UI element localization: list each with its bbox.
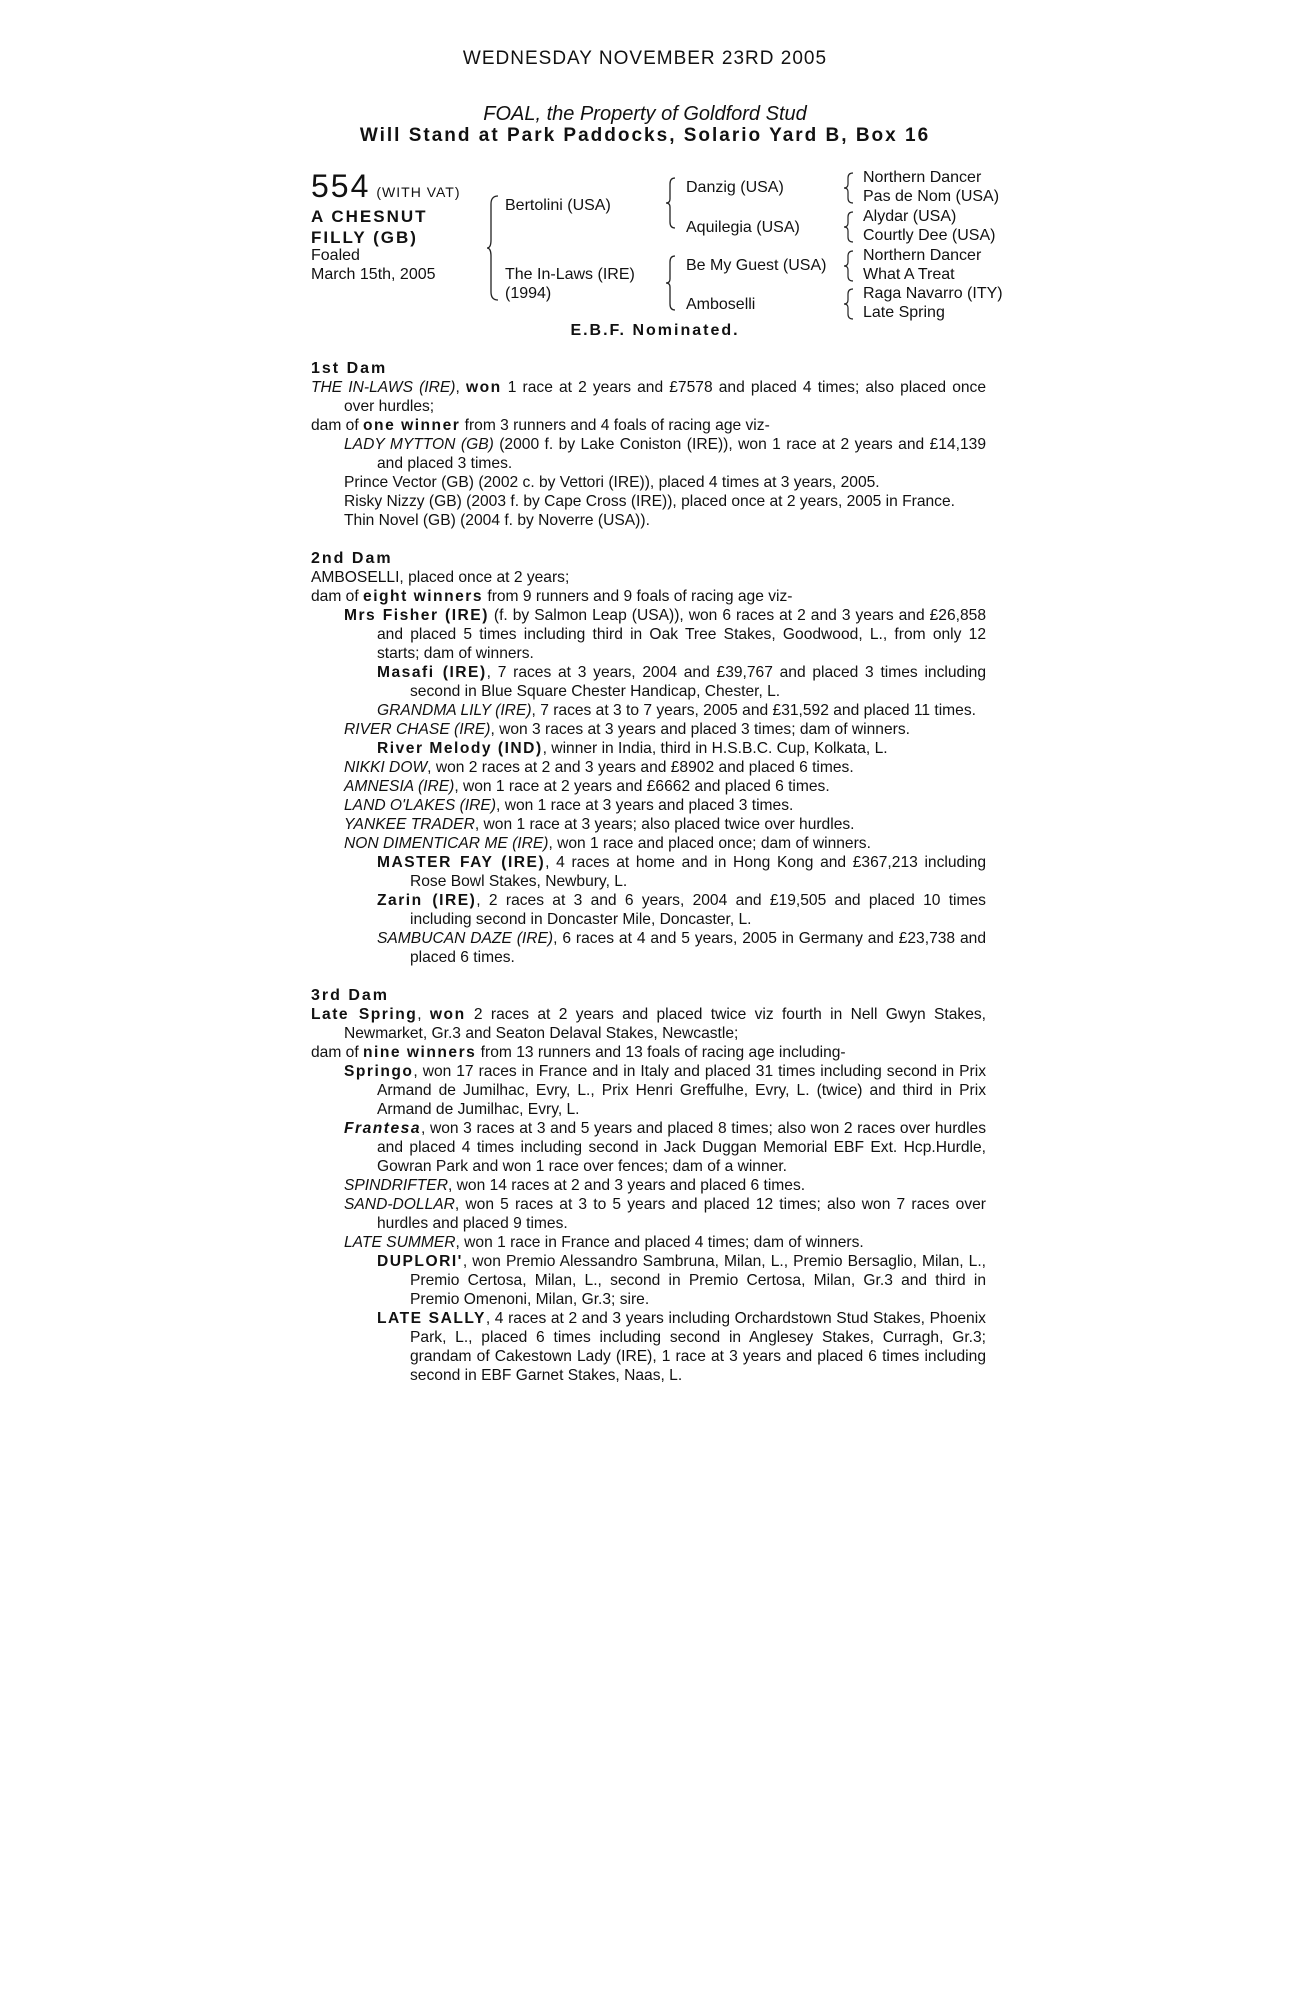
foaled-info — [311, 246, 436, 284]
produce-entry — [311, 663, 986, 701]
first-dam-line: THE IN-LAWS (IRE), won 1 race at 2 years and £7578 and placed 4 times; also placed once over hurdles; — [311, 379, 987, 415]
horse-record: , won 17 races in France and in Italy and placed 31 times including second in Prix Armand de Jumilhac, Evry, L., Prix Henri Greffulhe, Evry, L. (twice) and third in Prix Armand de Jumilhac, Evry, L. — [377, 1063, 986, 1118]
pedigree-brace-main — [486, 194, 500, 302]
lot-number-value: 554 — [311, 168, 371, 204]
pedigree-gg-7: Raga Navarro (ITY) — [863, 285, 1003, 302]
vat-label: (WITH VAT) — [376, 184, 461, 200]
pedigree-brace-gg3 — [843, 249, 855, 283]
pedigree-dam-dam: Amboselli — [686, 296, 756, 313]
horse-record: , won 5 races at 3 to 5 years and placed 12 times; also won 7 races over hurdles and placed 9 times. — [377, 1196, 986, 1232]
horse-record: , 7 races at 3 to 7 years, 2005 and £31,592 and placed 11 times. — [531, 702, 976, 719]
pedigree-dam-name: The In-Laws (IRE) — [505, 266, 635, 283]
produce-entry — [311, 796, 986, 815]
produce-entry — [311, 606, 986, 663]
produce-entry — [311, 1176, 986, 1195]
produce-entry — [311, 777, 986, 796]
horse-record: , 2 races at 3 and 6 years, 2004 and £19,505 and placed 10 times including second in Doncaster Mile, Doncaster, L. — [410, 892, 986, 928]
produce-entry — [311, 1195, 986, 1233]
horse-name: NON DIMENTICAR ME (IRE) — [344, 835, 549, 852]
second-dam-heading: 2nd Dam — [311, 550, 393, 567]
pedigree-gg-2: Pas de Nom (USA) — [863, 188, 1000, 205]
horse-name: LATE SUMMER — [344, 1234, 456, 1251]
pedigree-brace-sire — [665, 176, 677, 230]
horse-name: SAMBUCAN DAZE (IRE) — [377, 930, 554, 947]
horse-name: AMNESIA (IRE) — [344, 778, 455, 795]
produce-entry — [311, 853, 986, 891]
horse-record: , won 3 races at 3 years and placed 3 times; dam of winners. — [490, 721, 910, 738]
first-dam-foal-4: Thin Novel (GB) (2004 f. by Noverre (USA)). — [344, 512, 650, 529]
first-dam-heading: 1st Dam — [311, 360, 388, 377]
horse-name: River Melody (IND) — [377, 740, 543, 757]
horse-name: GRANDMA LILY (IRE) — [377, 702, 532, 719]
produce-entry — [311, 739, 986, 758]
pedigree-brace-gg4 — [843, 287, 855, 321]
first-dam-foal-1: LADY MYTTON (GB) (2000 f. by Lake Coniston (IRE)), won 1 race at 2 years and £14,139 and placed 3 times. — [344, 436, 986, 472]
foal-name: LADY MYTTON (GB) — [344, 436, 494, 453]
pedigree-gg-4: Courtly Dee (USA) — [863, 227, 996, 244]
third-dam-text: 2 races at 2 years and placed twice viz fourth in Nell Gwyn Stakes, Newmarket, Gr.3 and Seaton Delaval Stakes, Newcastle; — [344, 1006, 986, 1042]
produce-entry — [311, 834, 986, 853]
horse-record: , won 1 race and placed once; dam of winners. — [548, 835, 871, 852]
stand-line: Will Stand at Park Paddocks, Solario Yard B, Box 16 — [359, 125, 931, 146]
horse-record: , won 1 race at 2 years and £6662 and placed 6 times. — [454, 778, 830, 795]
pedigree-gg-6: What A Treat — [863, 266, 955, 283]
horse-record: , won 3 races at 3 and 5 years and placed 8 times; also won 2 races over hurdles and placed 4 times including second in Jack Duggan Memorial EBF Ext. Hcp.Hurdle, Gowran Park and won 1 race over fences; dam of a winner. — [377, 1120, 986, 1175]
horse-name: MASTER FAY (IRE) — [377, 854, 546, 871]
second-dam-winners: eight winners — [363, 588, 484, 605]
produce-entry — [311, 815, 986, 834]
horse-name: SAND-DOLLAR — [344, 1196, 455, 1213]
produce-entry — [311, 701, 986, 720]
third-dam-winners: nine winners — [363, 1044, 477, 1061]
third-dam-heading: 3rd Dam — [311, 987, 390, 1004]
horse-record: , 4 races at home and in Hong Kong and £367,213 including Rose Bowl Stakes, Newbury, L. — [410, 854, 986, 890]
third-dam-name: Late Spring — [311, 1006, 418, 1023]
horse-record: , 4 races at 2 and 3 years including Orchardstown Stud Stakes, Phoenix Park, L., placed 6 times including second in Anglesey Stakes, Curragh, Gr.3; grandam of Cakestown Lady (IRE), 1 race at 3 years and placed 6 times including second in EBF Garnet Stakes, Naas, L. — [410, 1310, 986, 1384]
lot-number — [311, 168, 461, 205]
pedigree-sire-dam: Aquilegia (USA) — [686, 219, 800, 236]
second-dam-produce: dam of eight winners from 9 runners and 9 foals of racing age viz- — [311, 588, 793, 605]
first-dam-name: THE IN-LAWS (IRE) — [311, 379, 456, 396]
ebf-nominated: E.B.F. Nominated. — [570, 322, 740, 339]
produce-entry — [311, 1119, 986, 1176]
third-dam-line: Late Spring, won 2 races at 2 years and placed twice viz fourth in Nell Gwyn Stakes, Newmarket, Gr.3 and Seaton Delaval Stakes, Newcastle; — [311, 1006, 986, 1042]
sale-date: WEDNESDAY NOVEMBER 23RD 2005 — [462, 48, 828, 69]
foaled-label: Foaled — [311, 247, 360, 264]
pedigree-dam — [505, 265, 635, 303]
produce-entry — [311, 929, 986, 967]
horse-name: RIVER CHASE (IRE) — [344, 721, 491, 738]
produce-entry — [311, 1062, 986, 1119]
horse-record: , won 1 race at 3 years and placed 3 times. — [496, 797, 794, 814]
horse-name: Springo — [344, 1063, 414, 1080]
horse-record: , 6 races at 4 and 5 years, 2005 in Germany and £23,738 and placed 6 times. — [410, 930, 986, 966]
horse-name: LATE SALLY — [377, 1310, 486, 1327]
horse-name: Frantesa — [344, 1120, 422, 1137]
horse-name: Masafi (IRE) — [377, 664, 487, 681]
lot-description: A CHESNUT FILLY (GB) — [311, 207, 428, 247]
horse-record: , won 2 races at 2 and 3 years and £8902 and placed 6 times. — [427, 759, 854, 776]
produce-entry — [311, 720, 986, 739]
horse-name: SPINDRIFTER — [344, 1177, 448, 1194]
horse-record: , winner in India, third in H.S.B.C. Cup, Kolkata, L. — [542, 740, 888, 757]
pedigree-sire-sire: Danzig (USA) — [686, 179, 784, 196]
produce-entry — [311, 1309, 986, 1385]
pedigree-brace-dam — [665, 254, 677, 312]
pedigree-dam-sire: Be My Guest (USA) — [686, 257, 827, 274]
produce-entry — [311, 891, 986, 929]
horse-name: Mrs Fisher (IRE) — [344, 607, 489, 624]
catalogue-body — [311, 359, 986, 1385]
produce-entry — [311, 758, 986, 777]
horse-name: DUPLORI' — [377, 1253, 463, 1270]
horse-record: , won 1 race at 3 years; also placed twice over hurdles. — [474, 816, 855, 833]
pedigree-gg-3: Alydar (USA) — [863, 208, 957, 225]
first-dam-foal-2: Prince Vector (GB) (2002 c. by Vettori (IRE)), placed 4 times at 3 years, 2005. — [344, 474, 880, 491]
pedigree-dam-year: (1994) — [505, 285, 552, 302]
pedigree-gg-1: Northern Dancer — [863, 169, 982, 186]
first-dam-won: won — [465, 379, 502, 396]
pedigree-sire: Bertolini (USA) — [505, 197, 611, 214]
third-dam-won: won — [429, 1006, 466, 1023]
first-dam-produce: dam of one winner from 3 runners and 4 foals of racing age viz- — [311, 417, 770, 434]
pedigree-brace-gg2 — [843, 210, 855, 244]
horse-name: NIKKI DOW — [344, 759, 428, 776]
horse-record: , won Premio Alessandro Sambruna, Milan, L., Premio Bersaglio, Milan, L., Premio Certosa, Milan, L., second in Premio Certosa, Milan, Gr.3 and third in Premio Omenoni, Milan, Gr.3; sire. — [410, 1253, 986, 1308]
second-dam-line: AMBOSELLI, placed once at 2 years; — [311, 569, 570, 586]
horse-name: Zarin (IRE) — [377, 892, 477, 909]
third-dam-produce-list — [311, 1062, 986, 1385]
horse-name: LAND O'LAKES (IRE) — [344, 797, 497, 814]
pedigree-gg-8: Late Spring — [863, 304, 945, 321]
pedigree-brace-gg1 — [843, 171, 855, 205]
horse-record: , won 14 races at 2 and 3 years and placed 6 times. — [447, 1177, 806, 1194]
horse-name: YANKEE TRADER — [344, 816, 475, 833]
horse-record: (f. by Salmon Leap (USA)), won 6 races at 2 and 3 years and £26,858 and placed 5 times including third in Oak Tree Stakes, Goodwood, L., from only 12 starts; dam of winners. — [377, 607, 986, 662]
pedigree-gg-5: Northern Dancer — [863, 247, 982, 264]
produce-entry — [311, 1233, 986, 1252]
second-dam-produce-list — [311, 606, 986, 967]
property-line: FOAL, the Property of Goldford Stud — [483, 103, 807, 125]
horse-record: , won 1 race in France and placed 4 times; dam of winners. — [455, 1234, 864, 1251]
third-dam-produce: dam of nine winners from 13 runners and 13 foals of racing age including- — [311, 1044, 846, 1061]
foaled-date: March 15th, 2005 — [311, 266, 436, 283]
produce-entry — [311, 1252, 986, 1309]
first-dam-text: 1 race at 2 years and £7578 and placed 4 times; also placed once over hurdles; — [344, 379, 987, 415]
first-dam-foal-3: Risky Nizzy (GB) (2003 f. by Cape Cross (IRE)), placed once at 2 years, 2005 in France. — [344, 493, 955, 510]
horse-record: , 7 races at 3 years, 2004 and £39,767 and placed 3 times including second in Blue Square Chester Handicap, Chester, L. — [410, 664, 987, 700]
first-dam-winners: one winner — [363, 417, 461, 434]
